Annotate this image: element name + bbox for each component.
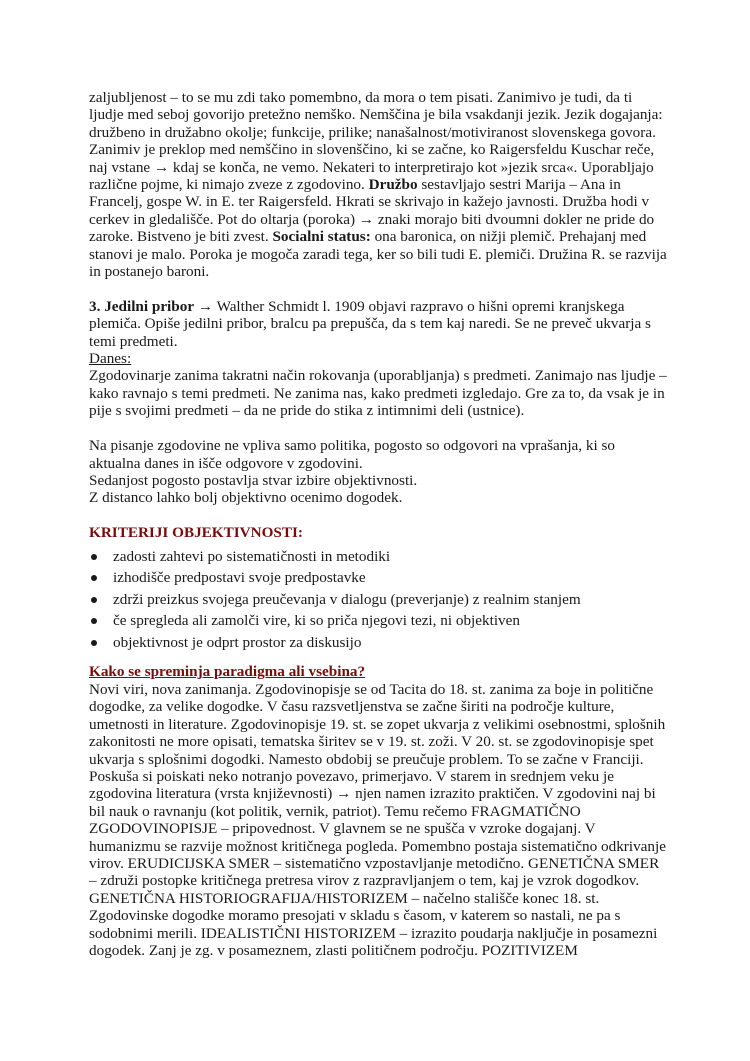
section3-paragraph: [89, 298, 669, 350]
intro-text-3: ona baronica, on nižji plemič. Prehajanj med stanovi je malo. Poroka je mogoča zaradi tega, ker so bili tudi E. plemiči. Družina R. se razvija in postanejo baroni.: [89, 228, 667, 281]
arrow-icon: →: [194, 297, 217, 315]
intro-text-1: zaljubljenost – to se mu zdi tako pomembno, da mora o tem pisati. Zanimivo je tudi, da ti ljudje med seboj govorijo pretežno nemško. Nemščina je bila vsakdanji jezik. Jezik dogajanja: družbeno in družabno okolje; funkcije, prilike; nanašalnost/motiviranost slovenskega govora. Zanimiv je preklop med nemščino in slovenščino, ki se začne, ko Raigersfeldu Kuschar reče, naj vstane → kdaj se konča, ne vemo. Nekateri to interpretirajo kot »jezik srca«. Uporabljajo različne pojme, ki nimajo zveze z zgodovino.: [89, 89, 663, 194]
politics-line-2: Sedanjost pogosto postavlja stvar izbire objektivnosti.: [89, 471, 418, 489]
criteria-item: [89, 546, 669, 568]
paradigm-heading: Kako se spreminja paradigma ali vsebina?: [89, 663, 366, 681]
criteria-item: [89, 632, 669, 654]
politics-line-1: Na pisanje zgodovine ne vpliva samo politika, pogosto so odgovori na vprašanja, ki so aktualna danes in išče odgovore v zgodovini.: [89, 437, 615, 472]
section3-text: Walther Schmidt l. 1909 objavi razpravo o hišni opremi kranjskega plemiča. Opiše jedilni pribor, bralcu pa prepušča, da s tem kaj naredi. Se ne preveč ukvarja s temi predmeti.: [89, 297, 651, 350]
criteria-item-text: zadosti zahtevi po sistematičnosti in metodiki: [113, 547, 391, 565]
paradigm-text: Novi viri, nova zanimanja. Zgodovinopisje se od Tacita do 18. st. zanima za boje in politične dogodke, za velike dogodke. V času razsvetljenstva se začne širiti na področje kulture, umetnosti in literature. Zgodovinopisje 19. st. se zopet ukvarja z velikimi osebnostmi, splošnih zakonitosti ne more opisati, tematska širitev se v 19. st. zoži. V 20. st. se zgodovinopisje spet ukvarja s splošnimi dogodki. Namesto obdobij se preučuje problem. To se začne v Franciji. Poskuša si poiskati neko notranjo povezavo, primerjavo. V starem in srednjem veku je zgodovina literatura (vrsta književnosti) → njen namen izrazito praktičen. V zgodovini naj bi bil nauk o ravnanju (kot politik, vernik, patriot). Temu rečemo FRAGMATIČNO ZGODOVINOPISJE – pripovednost. V glavnem se ne spušča v vzroke dogajanj. V humanizmu se razvije možnost kritičnega pogleda. Pomembno postaja sistematično odkrivanje virov. ERUDICIJSKA SMER – sistematično vzpostavljanje metodično. GENETIČNA SMER – združi postopke kritičnega pretresa virov z razpravljanjem o tem, kaj je vzrok dogodkov. GENETIČNA HISTORIOGRAFIJA/HISTORIZEM – načelno stališče konec 18. st. Zgodovinske dogodke moramo presojati v skladu s časom, v katerem so nastali, ne pa s sodobnimi merili. IDEALISTIČNI HISTORIZEM – izrazito poudarja naključje in posamezni dogodek. Zanj je zg. v posameznem, zlasti političnem področju. POZITIVIZEM: [89, 680, 666, 959]
criteria-heading: KRITERIJI OBJEKTIVNOSTI:: [89, 524, 303, 542]
social-status-label: Socialni status:: [272, 228, 371, 246]
bullet-icon: [91, 640, 97, 646]
druzbo-label: Družbo: [368, 176, 418, 194]
criteria-item: [89, 589, 669, 611]
criteria-item: [89, 567, 669, 589]
spacer: [89, 653, 669, 663]
criteria-item-text: objektivnost je odprt prostor za diskusijo: [113, 633, 362, 651]
intro-text-2: sestavljajo sestri Marija – Ana in Francelj, gospe W. in E. ter Raigersfeld. Hkrati se skrivajo in kažejo javnosti. Družba hodi v cerkev in gledališče. Pot do oltarja (poroka) → znaki morajo biti dvoumni dokler ne pride do zaroke. Bistveno je biti zvest.: [89, 176, 655, 246]
spacer: [89, 507, 669, 524]
danes-label: Danes:: [89, 350, 132, 368]
criteria-item-text: zdrži preizkus svojega preučevanja v dialogu (preverjanje) z realnim stanjem: [113, 590, 581, 608]
intro-paragraph: [89, 89, 669, 280]
criteria-item: [89, 610, 669, 632]
bullet-icon: [91, 618, 97, 624]
spacer: [89, 280, 669, 297]
bullet-icon: [91, 575, 97, 581]
politics-line-3: Z distanco lahko bolj objektivno ocenimo dogodek.: [89, 489, 403, 507]
bullet-icon: [91, 554, 97, 560]
spacer: [89, 420, 669, 437]
danes-text: Zgodovinarje zanima takratni način rokovanja (uporabljanja) s predmeti. Zanimajo nas ljudje – kako ravnajo s temi predmeti. Ne zanima nas, kako predmeti izgledajo. Gre za to, da vsak je in pije s svojimi predmeti – da ne pride do stika z intimnimi deli (ustnice).: [89, 367, 667, 420]
bullet-icon: [91, 597, 97, 603]
criteria-item-text: izhodišče predpostavi svoje predpostavke: [113, 569, 366, 587]
criteria-item-text: če spregleda ali zamolči vire, ki so priča njegovi tezi, ni objektiven: [113, 612, 520, 630]
criteria-list: [89, 546, 669, 654]
section3-title: 3. Jedilni pribor: [89, 297, 195, 315]
document-page: [89, 89, 669, 959]
